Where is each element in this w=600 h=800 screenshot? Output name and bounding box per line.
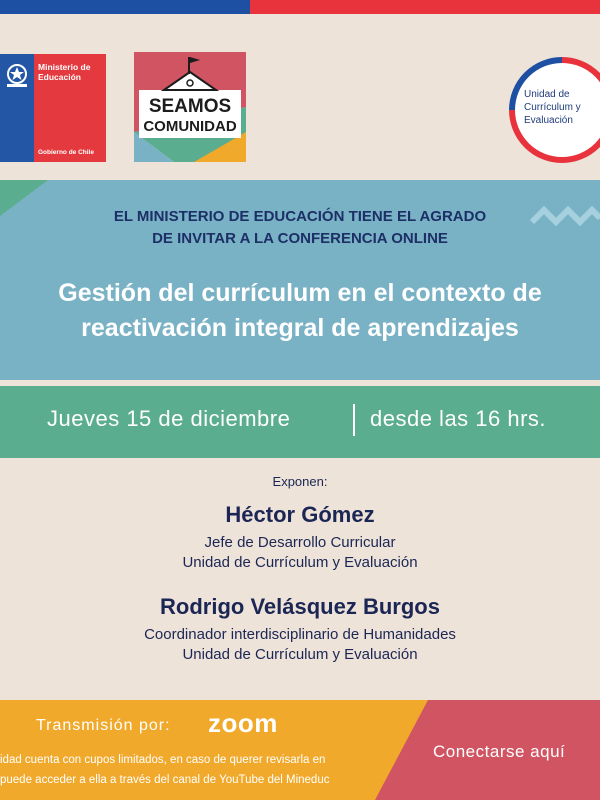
schedule-band xyxy=(0,386,600,458)
mineduc-line1: Ministerio de xyxy=(38,62,91,72)
invitation-line1: EL MINISTERIO DE EDUCACIÓN TIENE EL AGRADO xyxy=(113,208,487,225)
note-line2: puede acceder a ella a través del canal de YouTube del Mineduc xyxy=(0,774,330,786)
speaker-role: Coordinador interdisciplinario de Humanidades xyxy=(144,626,456,643)
mineduc-line2: Educación xyxy=(38,72,81,82)
note-line1: idad cuenta con cupos limitados, en caso de querer revisarla en xyxy=(0,754,326,766)
recording-note xyxy=(0,750,380,790)
unidad-line1: Unidad de xyxy=(524,89,570,100)
speaker-name: Héctor Gómez xyxy=(225,502,375,527)
speaker-unit: Unidad de Currículum y Evaluación xyxy=(182,554,418,571)
connect-here-link[interactable]: Conectarse aquí xyxy=(433,742,566,761)
zoom-logo: zoom xyxy=(208,708,278,738)
transmission-label: Transmisión por: xyxy=(36,717,171,734)
seamos-comunidad-logo xyxy=(134,52,246,162)
mineduc-logo-red xyxy=(34,54,106,162)
event-time: desde las 16 hrs. xyxy=(370,406,547,431)
invitation-line2: DE INVITAR A LA CONFERENCIA ONLINE xyxy=(152,230,448,247)
seamos-line2: COMUNIDAD xyxy=(143,118,237,135)
top-color-bar xyxy=(0,0,600,14)
speaker-role: Jefe de Desarrollo Curricular xyxy=(204,534,396,551)
mineduc-logo xyxy=(0,54,106,162)
speakers-heading: Exponen: xyxy=(272,474,328,489)
mineduc-logo-blue xyxy=(0,54,34,162)
event-date: Jueves 15 de diciembre xyxy=(47,406,291,431)
gobierno-de-chile: Gobierno de Chile xyxy=(38,149,94,156)
unidad-line3: Evaluación xyxy=(524,115,573,126)
unidad-text xyxy=(524,88,600,127)
unidad-line2: Currículum y xyxy=(524,102,581,113)
date-separator xyxy=(353,404,355,436)
chile-crest-icon xyxy=(2,60,32,90)
conference-title-line2: reactivación integral de aprendizajes xyxy=(81,314,519,342)
seamos-line1: SEAMOS xyxy=(148,96,232,117)
footer-band xyxy=(0,700,600,800)
speaker-name: Rodrigo Velásquez Burgos xyxy=(160,594,440,619)
speaker-unit: Unidad de Currículum y Evaluación xyxy=(182,646,418,663)
top-bar-red xyxy=(250,0,600,14)
invitation-band xyxy=(0,180,600,380)
top-bar-blue xyxy=(0,0,250,14)
conference-title-line1: Gestión del currículum en el contexto de xyxy=(58,279,542,307)
